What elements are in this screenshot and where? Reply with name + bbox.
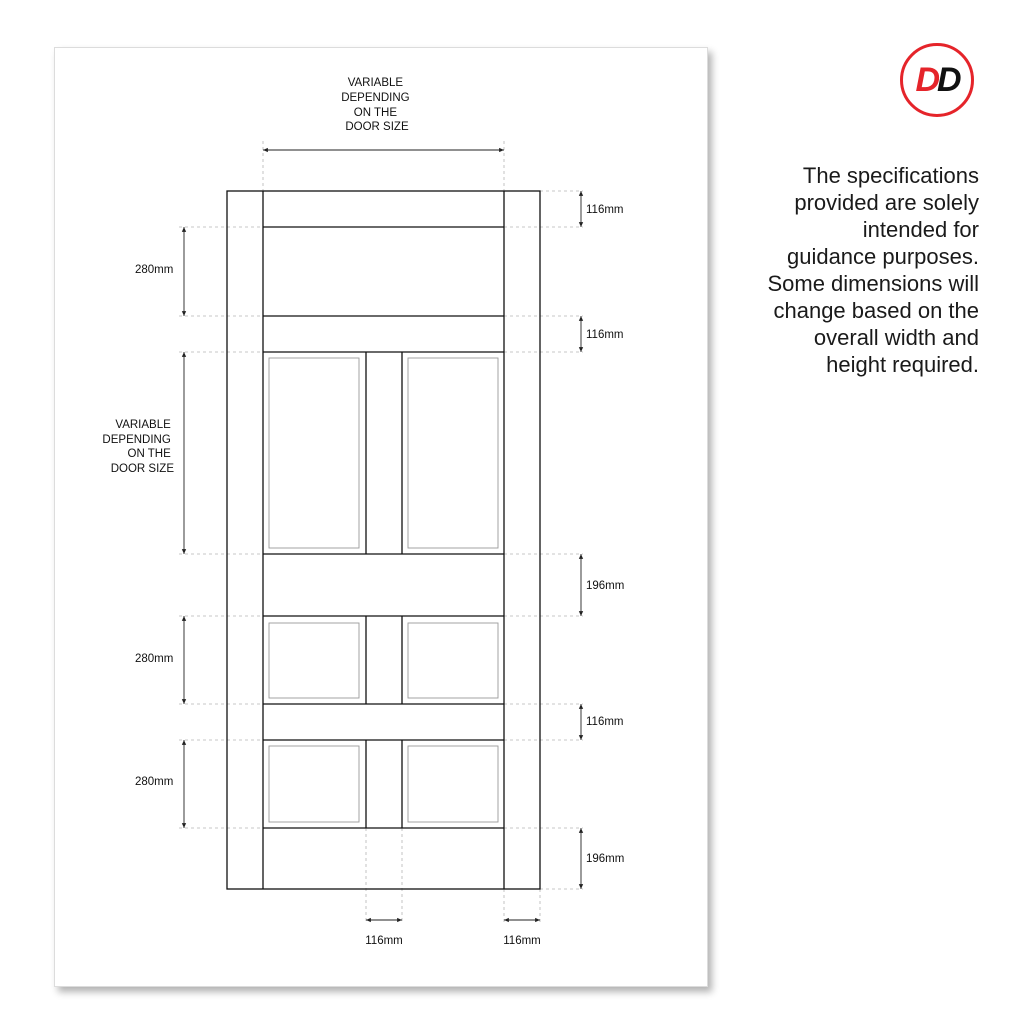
spec-note-line: height required.	[826, 352, 979, 377]
dim-right-middle-rail: 196mm	[586, 580, 625, 592]
door-panel-mouldings	[269, 358, 498, 822]
spec-note-line: guidance purposes.	[786, 244, 979, 269]
door-technical-drawing	[55, 48, 707, 986]
dim-right-bottom-rail: 196mm	[586, 853, 625, 865]
dim-left-top-panel: 280mm	[135, 264, 174, 276]
dim-bottom-mullion: 116mm	[365, 935, 403, 947]
top-width-label-line: ON THE	[353, 107, 398, 119]
drawing-sheet	[54, 47, 708, 987]
dim-right-upper-rail: 116mm	[586, 329, 624, 341]
top-width-label-line: DEPENDING	[341, 92, 410, 104]
dim-bottom-stile: 116mm	[503, 935, 541, 947]
door-outline	[227, 191, 540, 889]
dimension-arrows	[184, 150, 581, 920]
dim-left-middle-panel: 280mm	[135, 653, 174, 665]
extension-lines	[179, 141, 583, 923]
spec-note-line: overall width and	[813, 325, 979, 350]
dim-right-top-rail: 116mm	[586, 204, 624, 216]
top-width-label	[341, 77, 413, 133]
spec-note-line: Some dimensions will	[767, 271, 979, 296]
top-width-label-line: VARIABLE	[347, 77, 404, 89]
spec-note-line: The specifications	[802, 163, 979, 188]
spec-note-line: provided are solely	[794, 190, 979, 215]
logo-text: DD	[915, 61, 959, 99]
spec-note-line: change based on the	[773, 298, 979, 323]
dd-logo	[900, 43, 974, 117]
left-variable-label-line: DOOR SIZE	[110, 463, 174, 475]
top-width-label-line: DOOR SIZE	[345, 121, 409, 133]
dim-right-lower-rail: 116mm	[586, 716, 624, 728]
left-variable-label	[102, 419, 174, 475]
left-variable-label-line: VARIABLE	[115, 419, 171, 431]
left-variable-label-line: DEPENDING	[102, 434, 171, 446]
spec-note-line: intended for	[862, 217, 979, 242]
left-variable-label-line: ON THE	[127, 448, 171, 460]
dim-left-bottom-panel: 280mm	[135, 776, 174, 788]
specifications-note	[719, 162, 979, 378]
